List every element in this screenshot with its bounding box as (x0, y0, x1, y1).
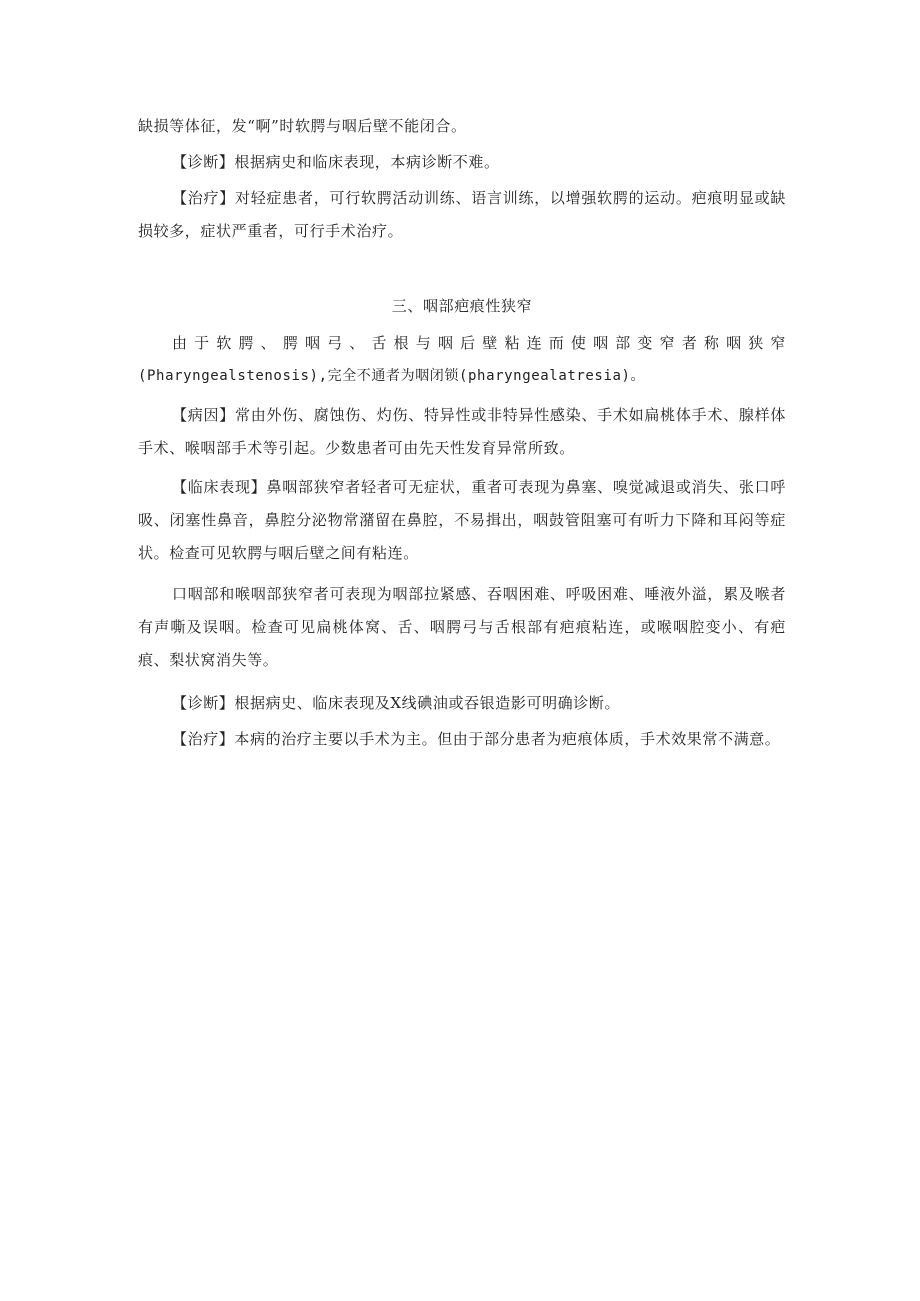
paragraph-definition (138, 327, 786, 393)
paragraph-clinical-manifestation: 【临床表现】鼻咽部狭窄者轻者可无症状，重者可表现为鼻塞、嗅觉减退或消失、张口呼吸、闭塞性鼻音，鼻腔分泌物常潴留在鼻腔，不易揖出，咽鼓管阻塞可有听力下降和耳闷等症状。检查可见软腭与咽后壁之间有粘连。 (138, 478, 786, 562)
paragraph-treatment-1: 【治疗】对轻症患者，可行软腭活动训练、语言训练，以增强软腭的运动。疤痕明显或缺损较多，症状严重者，可行手术治疗。 (138, 189, 786, 240)
paragraph-diagnosis-1: 【诊断】根据病史和临床表现，本病诊断不难。 (172, 153, 500, 171)
definition-line-2: (Pharyngealstenosis),完全不通者为咽闭锁(pharyngealatresia)。 (138, 368, 646, 384)
paragraph-oropharynx: 口咽部和喉咽部狭窄者可表现为咽部拉紧感、吞咽困难、呼吸困难、唾液外溢，累及喉者有声嘶及误咽。检查可见扁桃体窝、舌、咽腭弓与舌根部有疤痕粘连，或喉咽腔变小、有疤痕、梨状窝消失等。 (138, 585, 786, 669)
definition-line-1: 由于软腭、腭咽弓、舌根与咽后壁粘连而使咽部变窄者称咽狭窄 (172, 334, 786, 352)
paragraph-treatment-2: 【治疗】本病的治疗主要以手术为主。但由于部分患者为疤痕体质，手术效果常不满意。 (172, 730, 781, 748)
paragraph-diagnosis-2: 【诊断】根据病史、临床表现及X线碘油或吞银造影可明确诊断。 (172, 694, 621, 712)
paragraph-etiology: 【病因】常由外伤、腐蚀伤、灼伤、特异性或非特异性感染、手术如扁桃体手术、腺样体手术、喉咽部手术等引起。少数患者可由先天性发育异常所致。 (138, 406, 786, 457)
paragraph-continuation: 缺损等体征，发“啊”时软腭与咽后壁不能闭合。 (138, 117, 467, 135)
section-title: 三、咽部疤痕性狭窄 (391, 297, 533, 315)
